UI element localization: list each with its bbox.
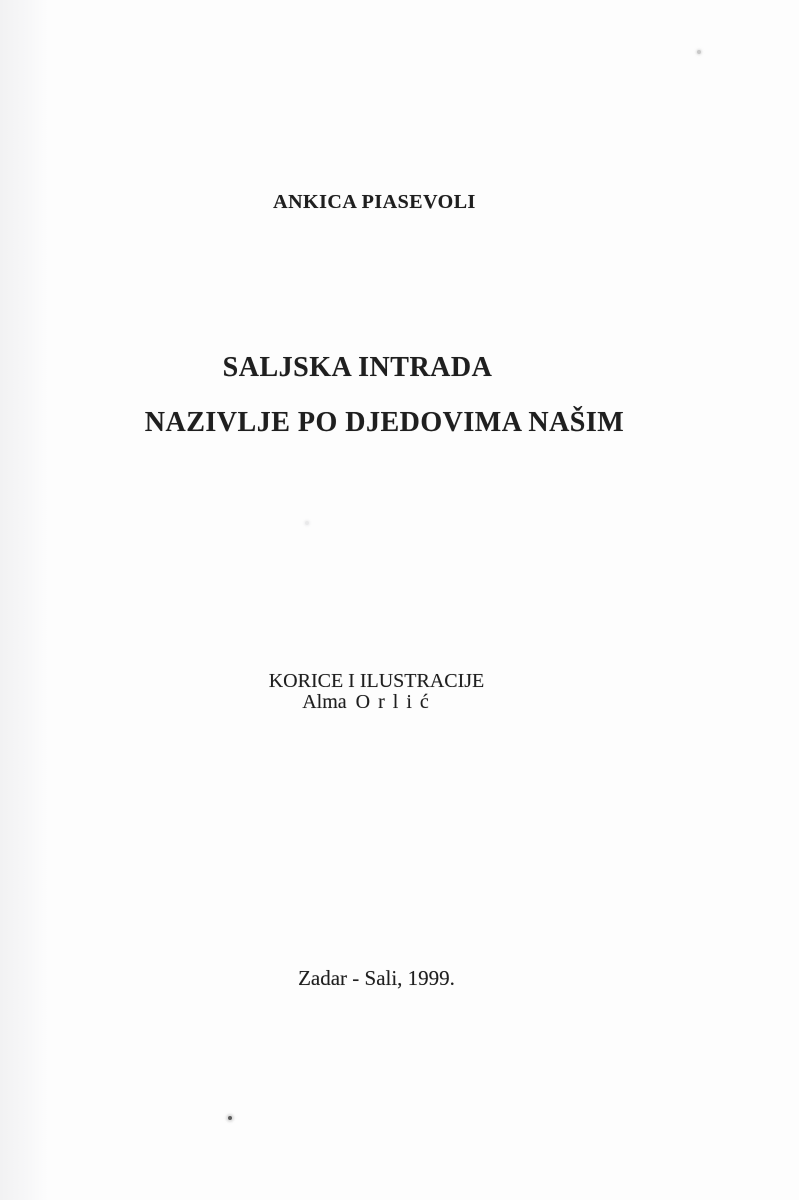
book-title: SALJSKA INTRADA	[222, 352, 493, 383]
scan-speck	[305, 521, 309, 525]
illustrator-first-name: Alma	[302, 691, 347, 713]
imprint-line: Zadar - Sali, 1999.	[298, 966, 455, 990]
credits-heading: KORICE I ILUSTRACIJE	[268, 670, 485, 692]
illustrator-name	[0, 691, 769, 714]
author-name: ANKICA PIASEVOLI	[273, 191, 476, 213]
scan-speck	[228, 1116, 232, 1120]
illustrator-last-name: Orlić	[355, 691, 437, 713]
book-subtitle: NAZIVLJE PO DJEDOVIMA NAŠIM	[144, 407, 625, 438]
scan-edge-shadow	[0, 0, 48, 1200]
scan-speck	[697, 50, 701, 54]
